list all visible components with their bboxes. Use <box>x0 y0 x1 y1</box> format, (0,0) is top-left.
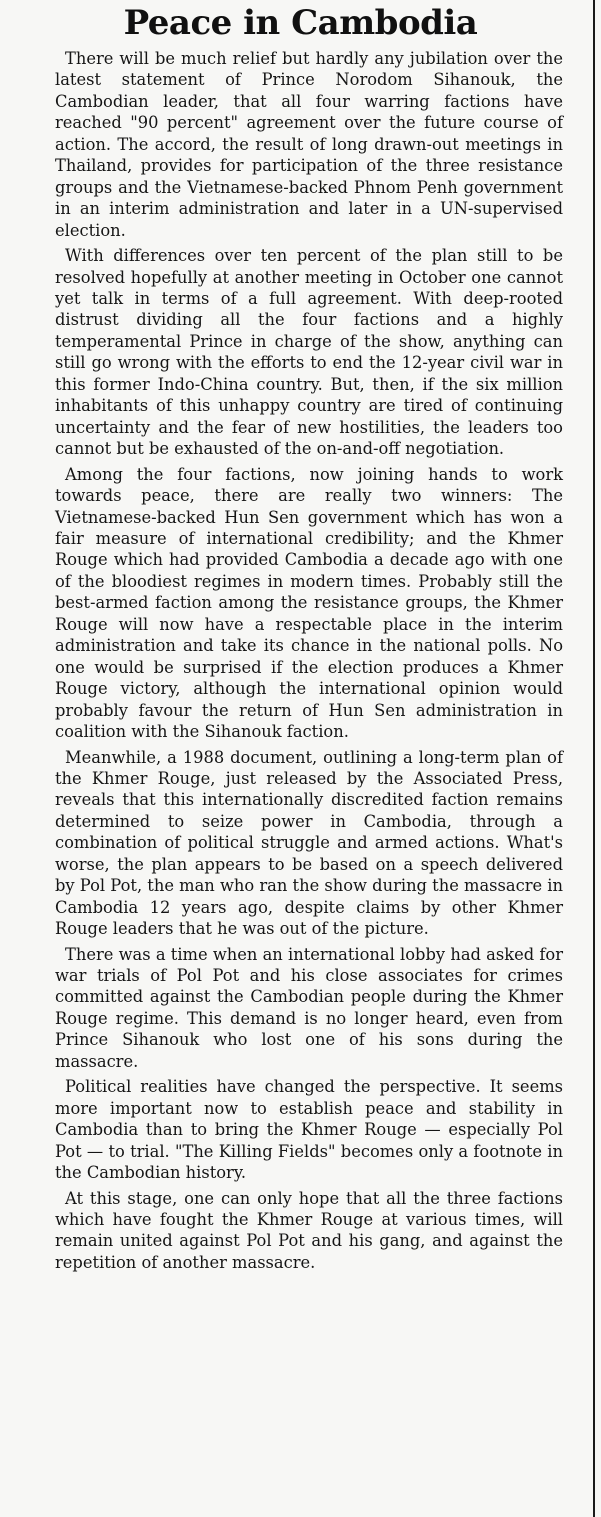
article-body <box>55 48 563 1277</box>
column-rule <box>593 0 595 1517</box>
article-paragraph-4: Meanwhile, a 1988 document, outlining a long-term plan of the Khmer Rouge, just released by the Associated Press, reveals that this internationally discredited faction remains determined to seize power in Cambodia, through a combination of political struggle and armed actions. What's worse, the plan appears to be based on a speech delivered by Pol Pot, the man who ran the show during the massacre in Cambodia 12 years ago, despite claims by other Khmer Rouge leaders that he was out of the picture. <box>55 747 563 939</box>
article-paragraph-5: There was a time when an international lobby had asked for war trials of Pol Pot and his close associates for crimes committed against the Cambodian people during the Khmer Rouge regime. This demand is no longer heard, even from Prince Sihanouk who lost one of his sons during the massacre. <box>55 944 563 1071</box>
article-paragraph-7: At this stage, one can only hope that all the three factions which have fought the Khmer Rouge at various times, will remain united against Pol Pot and his gang, and against the repetition of another massacre. <box>55 1188 563 1272</box>
article-headline: Peace in Cambodia <box>123 3 478 43</box>
article-paragraph-2: With differences over ten percent of the plan still to be resolved hopefully at another meeting in October one cannot yet talk in terms of a full agreement. With deep-rooted distrust dividing all the four factions and a highly temperamental Prince in charge of the show, anything can still go wrong with the efforts to end the 12-year civil war in this former Indo-China country. But, then, if the six million inhabitants of this unhappy country are tired of continuing uncertainty and the fear of new hostilities, the leaders too cannot but be exhausted of the on-and-off negotiation. <box>55 246 563 459</box>
article-paragraph-1: There will be much relief but hardly any jubilation over the latest statement of Prince Norodom Sihanouk, the Cambodian leader, that all four warring factions have reached "90 percent" agreement over the future course of action. The accord, the result of long drawn-out meetings in Thailand, provides for participation of the three resistance groups and the Vietnamese-backed Phnom Penh government in an interim administration and later in a UN-supervised election. <box>55 49 563 240</box>
article-paragraph-6: Political realities have changed the perspective. It seems more important now to establish peace and stability in Cambodia than to bring the Khmer Rouge — especially Pol Pot — to trial. "The Killing Fields" becomes only a footnote in the Cambodian history. <box>55 1077 563 1183</box>
article-paragraph-3: Among the four factions, now joining hands to work towards peace, there are really two winners: The Vietnamese-backed Hun Sen government which has won a fair measure of international credibility; and the Khmer Rouge which had provided Cambodia a decade ago with one of the bloodiest regimes in modern times. Probably still the best-armed faction among the resistance groups, the Khmer Rouge will now have a respectable place in the interim administration and take its chance in the national polls. No one would be surprised if the election produces a Khmer Rouge victory, although the international opinion would probably favour the return of Hun Sen administration in coalition with the Sihanouk faction. <box>55 464 563 742</box>
